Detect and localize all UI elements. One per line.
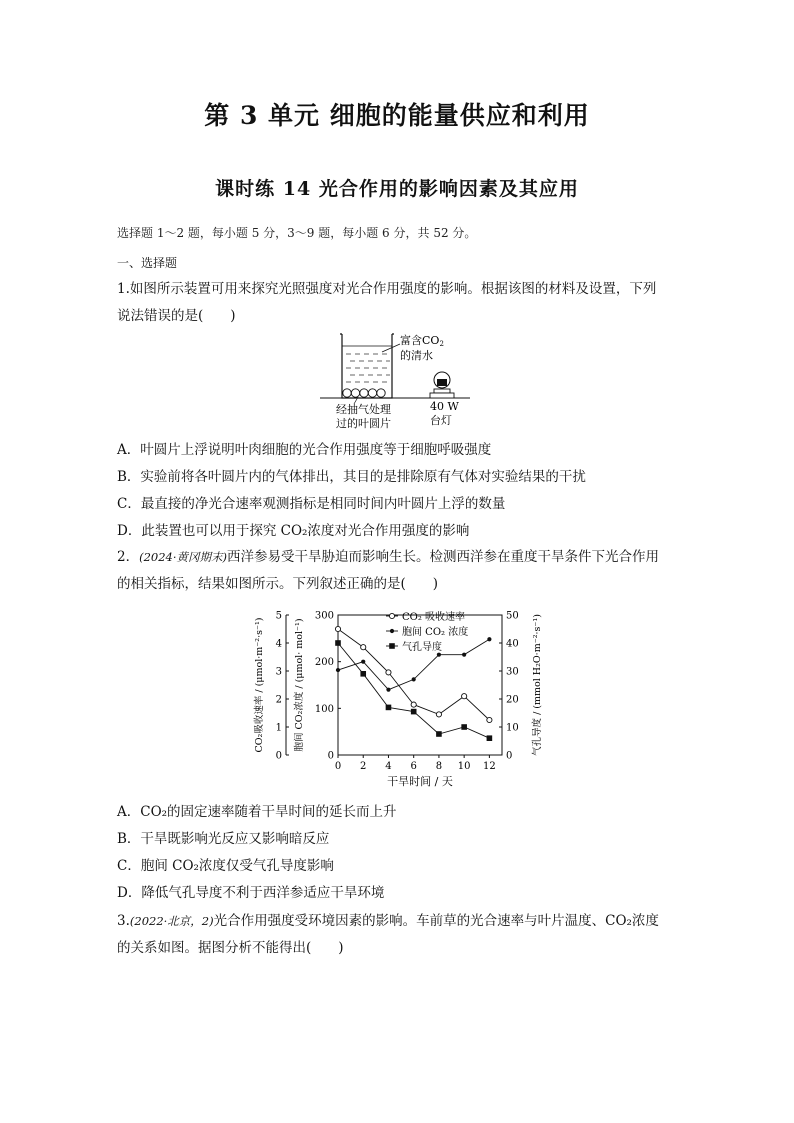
series-line: [338, 643, 489, 738]
data-point: [390, 629, 394, 633]
data-point: [386, 670, 391, 675]
series-1: [335, 626, 492, 722]
label-disc-2: 过的叶圆片: [336, 417, 391, 430]
left2-axis-label: 胞间 CO₂浓度 / (μmol· mol⁻¹): [294, 618, 305, 752]
right-tick-label: 40: [506, 638, 519, 650]
question-2-option-b: B．干旱既影响光反应又影响暗反应: [117, 831, 330, 847]
data-point: [336, 668, 340, 672]
score-instructions: 选择题 1～2 题，每小题 5 分，3～9 题，每小题 6 分，共 52 分。: [117, 226, 477, 240]
left2-tick-label: 200: [314, 657, 334, 669]
left1-tick-label: 0: [275, 750, 282, 762]
label-disc-1: 经抽气处理: [336, 403, 391, 416]
question-1-line1: 1.如图所示装置可用来探究光照强度对光合作用强度的影响。根据该图的材料及设置，下列: [117, 281, 657, 297]
right-axis-label: 气孔导度 / (mmol H₂O·m⁻²·s⁻¹): [532, 614, 543, 756]
question-3-stem: [117, 908, 682, 962]
data-point: [462, 694, 467, 699]
question-1-option-a: A．叶圆片上浮说明叶肉细胞的光合作用强度等于细胞呼吸强度: [117, 442, 492, 458]
label-lamp-1: 40 W: [430, 400, 459, 413]
left2-tick-label: 300: [314, 610, 334, 622]
left2-tick-label: 100: [314, 703, 334, 715]
question-2-option-d: D．降低气孔导度不利于西洋参适应干旱环境: [117, 885, 385, 901]
question-2-stem: [117, 544, 682, 598]
unit-title: 第 3 单元 细胞的能量供应和利用: [204, 101, 590, 130]
right-tick-label: 50: [506, 610, 519, 622]
x-tick-label: 8: [435, 761, 443, 772]
left1-tick-label: 4: [275, 638, 282, 650]
question-3-line2: 的关系如图。据图分析不能得出( ): [117, 940, 344, 956]
x-tick-label: 0: [334, 761, 342, 772]
data-point: [436, 712, 441, 717]
x-tick-label: 12: [483, 761, 496, 772]
question-2-option-c: C．胞间 CO₂浓度仅受气孔导度影响: [117, 858, 334, 874]
legend-label: CO₂ 吸收速率: [402, 612, 466, 623]
question-1-option-d: D．此装置也可以用于探究 CO₂浓度对光合作用强度的影响: [117, 523, 470, 539]
lesson-title: 课时练 14 光合作用的影响因素及其应用: [215, 178, 579, 200]
water-pointer: [382, 344, 400, 352]
question-2-option-a: A．CO₂的固定速率随着干旱时间的延长而上升: [117, 804, 397, 820]
left1-tick-label: 2: [275, 694, 282, 706]
question-1-option-b: B．实验前将各叶圆片内的气体排出，其目的是排除原有气体对实验结果的干扰: [117, 469, 586, 485]
leaf-disc-apparatus-figure: [320, 330, 470, 430]
x-tick-label: 4: [385, 761, 392, 772]
label-water: 富含CO2: [400, 334, 444, 348]
data-point: [436, 731, 442, 737]
data-point: [487, 717, 492, 722]
question-2-line2: 的相关指标，结果如图所示。下列叙述正确的是( ): [117, 576, 439, 592]
data-point: [361, 645, 366, 650]
data-point: [335, 640, 341, 646]
lamp-icon: [430, 372, 454, 398]
data-point: [487, 735, 493, 741]
section-heading: 一、选择题: [117, 256, 178, 270]
question-2-text: 西洋参易受干旱胁迫而影响生长。检测西洋参在重度干旱条件下光合作用: [227, 549, 659, 565]
left1-tick-label: 5: [275, 610, 282, 622]
data-point: [335, 626, 340, 631]
question-1-line2: 说法错误的是( ): [117, 308, 236, 324]
right-tick-label: 0: [506, 750, 513, 762]
water-dashes: [346, 354, 390, 382]
data-point: [487, 637, 491, 641]
data-point: [411, 709, 417, 715]
data-point: [386, 705, 392, 711]
beaker: [340, 334, 394, 398]
chart-legend: [386, 610, 468, 653]
data-point: [462, 653, 466, 657]
right-tick-label: 10: [506, 722, 519, 734]
x-tick-label: 2: [360, 761, 367, 772]
x-axis-label: 干旱时间 / 天: [387, 775, 453, 788]
drought-photosynthesis-chart: [250, 605, 560, 795]
data-point: [461, 724, 467, 730]
question-2-line1: [117, 544, 682, 571]
left1-tick-label: 3: [275, 666, 282, 678]
data-point: [389, 613, 394, 618]
leaf-discs: [343, 389, 385, 397]
question-1-stem: [117, 276, 682, 330]
question-1-option-c: C．最直接的净光合速率观测指标是相同时间内叶圆片上浮的数量: [117, 496, 506, 512]
data-point: [389, 643, 395, 649]
label-lamp-2: 台灯: [430, 414, 452, 427]
question-3-number: 3.: [117, 913, 130, 929]
data-point: [360, 671, 366, 677]
data-point: [411, 702, 416, 707]
left1-axis-label: CO₂吸收速率 / (μmol·m⁻²·s⁻¹): [254, 617, 265, 753]
x-tick-label: 6: [410, 761, 417, 772]
question-2-number: 2．: [117, 549, 140, 565]
question-2-source: (2024·黄冈期末): [139, 550, 227, 564]
data-point: [361, 660, 365, 664]
data-point: [437, 653, 441, 657]
legend-label: 胞间 CO₂ 浓度: [402, 627, 469, 638]
question-3-line1: [117, 908, 682, 935]
series-3: [335, 640, 492, 741]
x-tick-label: 10: [457, 761, 471, 772]
right-tick-label: 20: [506, 694, 519, 706]
left1-tick-label: 1: [275, 722, 282, 734]
left2-tick-label: 0: [327, 750, 334, 762]
chart-axes: [253, 611, 543, 789]
question-3-source: (2022·北京，2): [129, 914, 214, 928]
label-water-2: 的清水: [400, 349, 433, 362]
data-point: [386, 688, 390, 692]
question-3-text: 光合作用强度受环境因素的影响。车前草的光合速率与叶片温度、CO₂浓度: [213, 913, 659, 929]
legend-label: 气孔导度: [402, 642, 442, 653]
right-tick-label: 30: [506, 666, 519, 678]
data-point: [412, 677, 416, 681]
